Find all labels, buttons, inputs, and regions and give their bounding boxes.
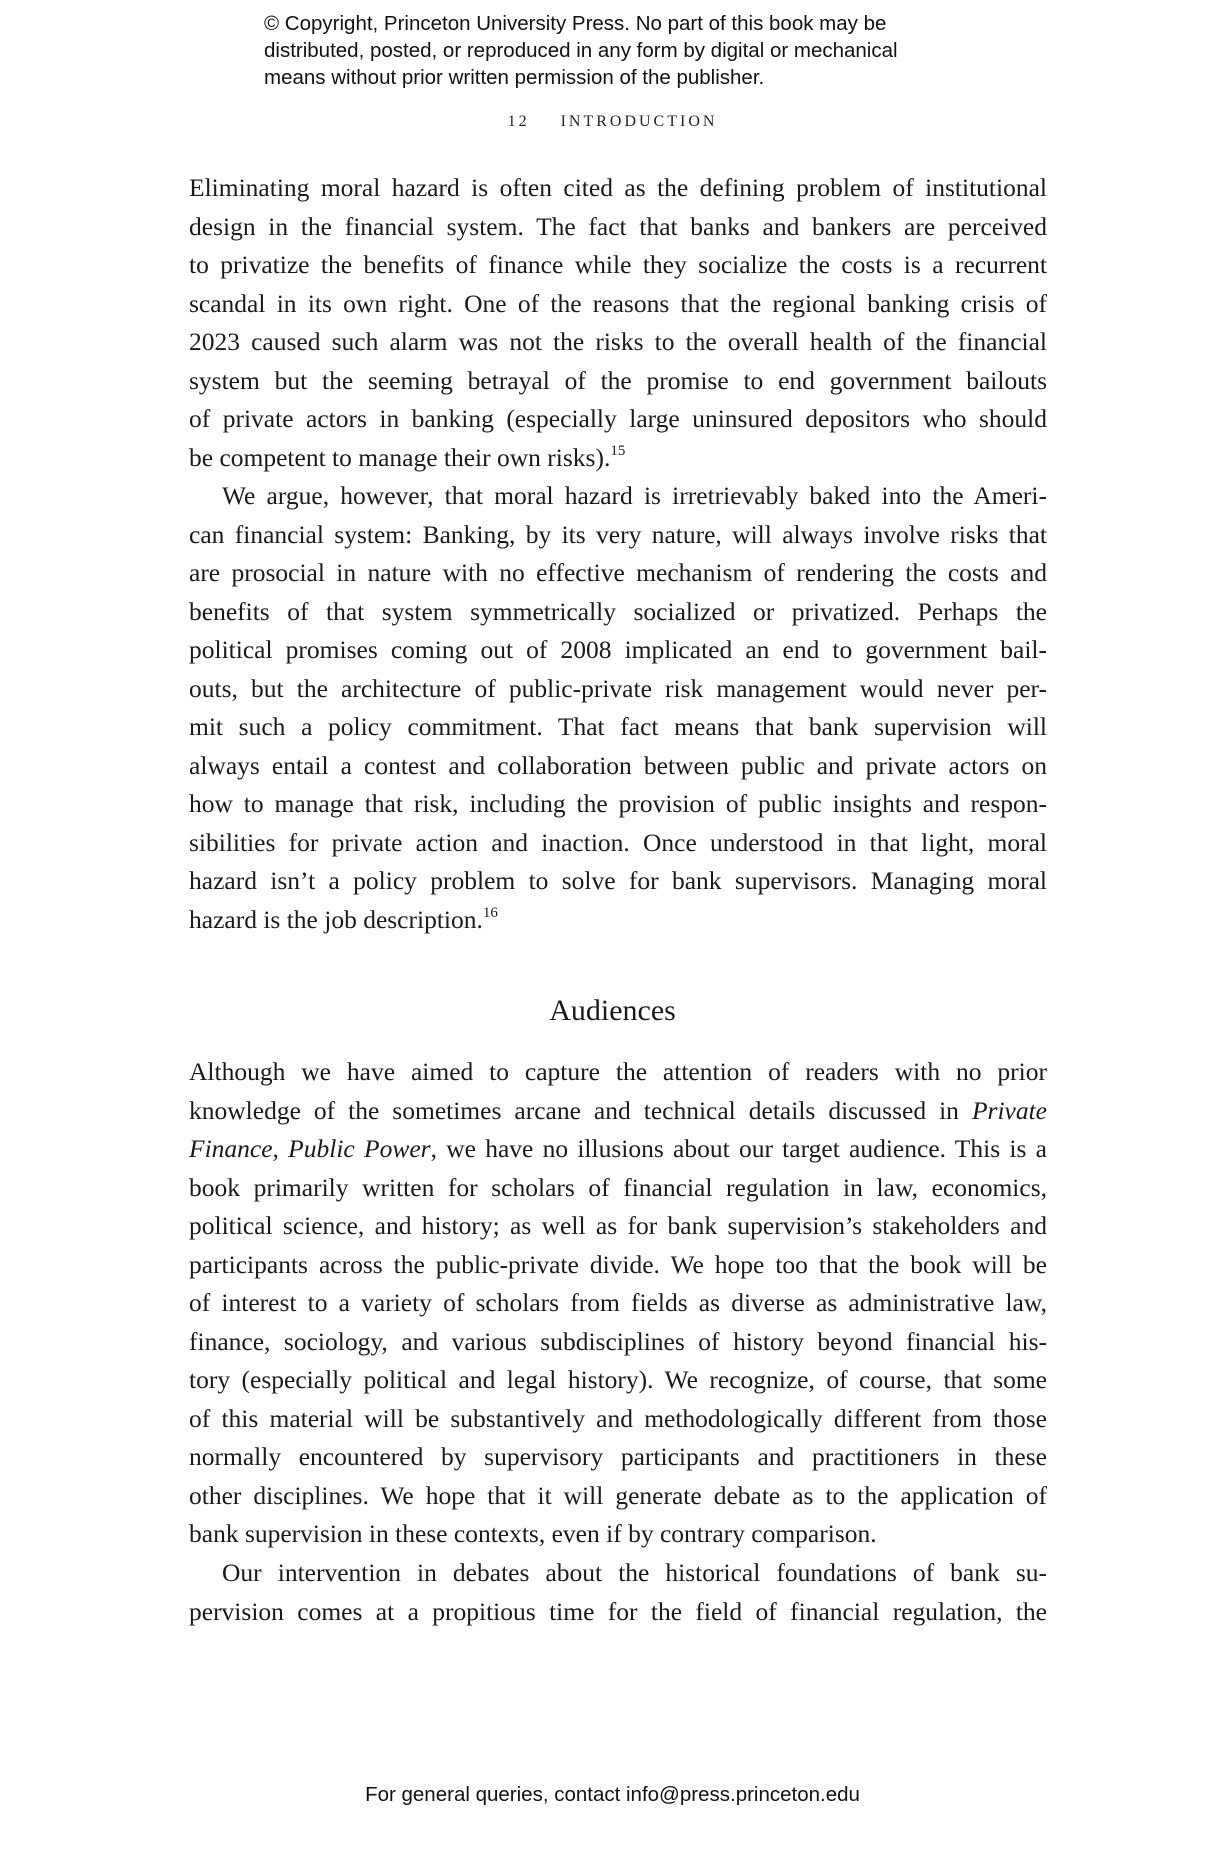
text-segment: are prosocial in nature with no effective mechanism of rendering the costs and bbox=[189, 558, 1047, 587]
copyright-line: © Copyright, Princeton University Press. No part of this book may be bbox=[264, 12, 887, 35]
text-line bbox=[189, 362, 1047, 401]
footnote-reference: 16 bbox=[482, 904, 498, 921]
text-line bbox=[189, 631, 1047, 670]
italic-title: Finance, Public Power bbox=[189, 1134, 431, 1163]
text-segment: bank supervision in these contexts, even if by contrary comparison. bbox=[189, 1519, 877, 1548]
text-segment: system but the seeming betrayal of the promise to end government bailouts bbox=[189, 365, 1047, 395]
text-line bbox=[189, 1284, 1047, 1323]
text-segment: be competent to manage their own risks). bbox=[189, 442, 611, 472]
text-line bbox=[189, 323, 1047, 362]
text-segment: can financial system: Banking, by its very nature, will always involve risks that bbox=[189, 519, 1047, 549]
text-line bbox=[189, 824, 1047, 863]
text-line bbox=[189, 862, 1047, 901]
copyright-notice bbox=[264, 10, 898, 91]
italic-title: Private bbox=[971, 1095, 1047, 1125]
text-line bbox=[189, 439, 1047, 478]
paragraph-we-argue bbox=[189, 477, 1047, 939]
text-line bbox=[189, 285, 1047, 324]
section-heading: Audiences bbox=[549, 994, 676, 1027]
text-line bbox=[189, 1593, 1047, 1632]
text-segment: scandal in its own right. One of the reasons that the regional banking crisis of bbox=[189, 288, 1047, 318]
text-segment: outs, but the architecture of public-private risk management would never per- bbox=[189, 673, 1047, 703]
text-line bbox=[189, 1207, 1047, 1246]
text-segment: tory (especially political and legal history). We recognize, of course, that some bbox=[189, 1365, 1047, 1394]
text-segment: political science, and history; as well as for bank supervision’s stakeholders and bbox=[189, 1211, 1047, 1240]
text-line bbox=[189, 1246, 1047, 1285]
text-line bbox=[189, 901, 1047, 940]
text-segment: always entail a contest and collaboration between public and private actors on bbox=[189, 750, 1047, 780]
text-line bbox=[189, 1169, 1047, 1208]
text-segment: We argue, however, that moral hazard is irretrievably baked into the Ameri- bbox=[222, 481, 1047, 510]
text-segment: participants across the public-private divide. We hope too that the book will be bbox=[189, 1249, 1047, 1279]
text-line bbox=[189, 1438, 1047, 1477]
text-segment: how to manage that risk, including the provision of public insights and respon- bbox=[189, 789, 1047, 818]
paragraph-moral-hazard bbox=[189, 169, 1047, 477]
text-segment: design in the financial system. The fact that banks and bankers are perceived bbox=[189, 211, 1047, 241]
text-line bbox=[189, 477, 1047, 516]
text-line bbox=[189, 246, 1047, 285]
text-segment: hazard isn’t a policy problem to solve for bank supervisors. Managing moral bbox=[189, 866, 1047, 895]
text-segment: hazard is the job description. bbox=[189, 904, 483, 934]
running-head-title: INTRODUCTION bbox=[560, 113, 718, 130]
footnote-reference: 15 bbox=[610, 442, 626, 459]
text-segment: sibilities for private action and inaction. Once understood in that light, moral bbox=[189, 827, 1047, 857]
text-line bbox=[189, 1400, 1047, 1439]
text-line bbox=[189, 747, 1047, 786]
text-line bbox=[189, 1092, 1047, 1131]
text-segment: to privatize the benefits of finance while they socialize the costs is a recurrent bbox=[189, 250, 1047, 279]
paragraph-audiences bbox=[189, 1053, 1047, 1554]
text-line bbox=[189, 1477, 1047, 1516]
text-line bbox=[189, 1130, 1047, 1169]
text-segment: 2023 caused such alarm was not the risks to the overall health of the financial bbox=[189, 327, 1047, 356]
text-segment: normally encountered by supervisory participants and practitioners in these bbox=[189, 1442, 1047, 1471]
text-segment: , we have no illusions about our target audience. This is a bbox=[430, 1134, 1047, 1163]
copyright-line: means without prior written permission of the publisher. bbox=[264, 66, 765, 89]
text-line bbox=[189, 1323, 1047, 1362]
text-segment: of private actors in banking (especially large uninsured depositors who should bbox=[189, 404, 1047, 433]
text-line bbox=[189, 708, 1047, 747]
text-segment: knowledge of the sometimes arcane and technical details discussed in bbox=[189, 1095, 972, 1125]
text-segment: of interest to a variety of scholars from fields as diverse as administrative law, bbox=[189, 1288, 1047, 1317]
text-segment: other disciplines. We hope that it will generate debate as to the application of bbox=[189, 1480, 1047, 1510]
text-line bbox=[189, 1361, 1047, 1400]
text-line bbox=[189, 169, 1047, 208]
text-line bbox=[189, 1053, 1047, 1092]
text-segment: political promises coming out of 2008 implicated an end to government bail- bbox=[189, 635, 1047, 664]
text-line bbox=[189, 593, 1047, 632]
text-segment: finance, sociology, and various subdisciplines of history beyond financial his- bbox=[189, 1326, 1047, 1356]
text-line bbox=[189, 785, 1047, 824]
text-segment: Our intervention in debates about the historical foundations of bank su- bbox=[222, 1558, 1047, 1587]
text-line bbox=[189, 516, 1047, 555]
text-segment: of this material will be substantively and methodologically different from those bbox=[189, 1403, 1047, 1433]
text-line bbox=[189, 670, 1047, 709]
text-line bbox=[189, 554, 1047, 593]
text-line bbox=[189, 1554, 1047, 1593]
text-segment: benefits of that system symmetrically socialized or privatized. Perhaps the bbox=[189, 596, 1047, 626]
text-segment: pervision comes at a propitious time for the field of financial regulation, the bbox=[189, 1596, 1047, 1626]
text-line bbox=[189, 1515, 1047, 1554]
text-line bbox=[189, 208, 1047, 247]
footer-contact: For general queries, contact info@press.princeton.edu bbox=[365, 1783, 860, 1806]
running-head bbox=[0, 113, 1225, 131]
text-segment: mit such a policy commitment. That fact means that bank supervision will bbox=[189, 712, 1047, 741]
paragraph-intervention bbox=[189, 1554, 1047, 1631]
page-number: 12 bbox=[507, 113, 530, 130]
text-segment: book primarily written for scholars of financial regulation in law, economics, bbox=[189, 1172, 1047, 1202]
text-segment: Although we have aimed to capture the attention of readers with no prior bbox=[189, 1057, 1047, 1086]
text-segment: Eliminating moral hazard is often cited as the defining problem of institutional bbox=[189, 173, 1047, 202]
copyright-line: distributed, posted, or reproduced in any form by digital or mechanical bbox=[264, 39, 898, 62]
text-line bbox=[189, 400, 1047, 439]
